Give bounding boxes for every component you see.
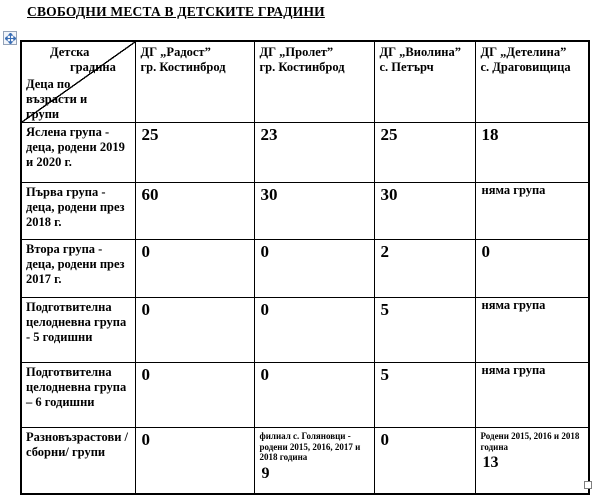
value-cell[interactable]: 0 xyxy=(254,298,374,363)
table-row-first-group xyxy=(21,183,589,240)
table-resize-handle[interactable] xyxy=(584,481,592,489)
value-cell[interactable]: 0 xyxy=(374,428,475,494)
value-cell[interactable]: 23 xyxy=(254,123,374,183)
note-value: 9 xyxy=(261,464,270,482)
note-value: 13 xyxy=(482,454,499,471)
value-cell[interactable]: 30 xyxy=(254,183,374,240)
value-cell[interactable]: 25 xyxy=(135,123,254,183)
row-label[interactable]: Втора група - деца, родени през 2017 г. xyxy=(21,240,135,298)
corner-bottom-label: Деца по възрасти и групи xyxy=(26,77,88,121)
value-cell[interactable]: 0 xyxy=(135,428,254,494)
row-label[interactable]: Подготвителна целодневна група - 5 годишни xyxy=(21,298,135,363)
value-cell[interactable]: 0 xyxy=(254,240,374,298)
kindergarten-vacancies-table xyxy=(20,40,590,495)
value-cell[interactable]: 2 xyxy=(374,240,475,298)
note-text: филиал с. Голяновци - родени 2015, 2016, 2017 и 2018 година xyxy=(259,431,361,462)
value-cell[interactable]: 25 xyxy=(374,123,475,183)
row-label[interactable]: Подготвителна целодневна група – 6 годишни xyxy=(21,363,135,428)
table-row-prep-6 xyxy=(21,363,589,428)
kindergarten-location: с. Петърч xyxy=(379,60,434,74)
kindergarten-name: ДГ „Виолина” xyxy=(379,45,461,59)
value-cell[interactable]: 0 xyxy=(135,240,254,298)
value-cell-with-note[interactable] xyxy=(254,428,374,494)
kindergarten-name: ДГ „Радост” xyxy=(140,45,211,59)
kindergarten-name: ДГ „Детелина” xyxy=(480,45,567,59)
value-cell-with-note[interactable] xyxy=(475,428,589,494)
value-cell[interactable]: 0 xyxy=(135,298,254,363)
note-text: Родени 2015, 2016 и 2018 година xyxy=(480,431,580,452)
column-header-detelina[interactable] xyxy=(475,41,589,123)
value-cell[interactable]: 0 xyxy=(475,240,589,298)
value-cell[interactable]: 30 xyxy=(374,183,475,240)
value-cell[interactable]: 18 xyxy=(475,123,589,183)
table-row-nursery xyxy=(21,123,589,183)
value-cell[interactable]: 60 xyxy=(135,183,254,240)
no-group-cell[interactable]: няма група xyxy=(475,298,589,363)
header-row xyxy=(21,41,589,123)
table-row-mixed-groups xyxy=(21,428,589,494)
table-row-second-group xyxy=(21,240,589,298)
column-header-violina[interactable] xyxy=(374,41,475,123)
corner-top-line1: Детска xyxy=(50,45,90,59)
kindergarten-location: с. Драговищица xyxy=(480,60,571,74)
kindergarten-location: гр. Костинброд xyxy=(140,60,226,74)
row-label[interactable]: Яслена група - деца, родени 2019 и 2020 г. xyxy=(21,123,135,183)
corner-top-line2: градина xyxy=(70,60,116,74)
table-move-handle[interactable] xyxy=(3,31,17,45)
value-cell[interactable]: 0 xyxy=(135,363,254,428)
column-header-radost[interactable] xyxy=(135,41,254,123)
table-move-icon xyxy=(5,33,16,44)
row-label[interactable]: Разновъзрастови /сборни/ групи xyxy=(21,428,135,494)
page-title: СВОБОДНИ МЕСТА В ДЕТСКИТЕ ГРАДИНИ xyxy=(27,4,325,19)
no-group-cell[interactable]: няма група xyxy=(475,363,589,428)
value-cell[interactable]: 5 xyxy=(374,363,475,428)
table-row-prep-5 xyxy=(21,298,589,363)
kindergarten-name: ДГ „Пролет” xyxy=(259,45,334,59)
column-header-prolet[interactable] xyxy=(254,41,374,123)
no-group-cell[interactable]: няма група xyxy=(475,183,589,240)
kindergarten-location: гр. Костинброд xyxy=(259,60,345,74)
corner-cell[interactable] xyxy=(21,41,135,123)
value-cell[interactable]: 5 xyxy=(374,298,475,363)
value-cell[interactable]: 0 xyxy=(254,363,374,428)
row-label[interactable]: Първа група - деца, родени през 2018 г. xyxy=(21,183,135,240)
